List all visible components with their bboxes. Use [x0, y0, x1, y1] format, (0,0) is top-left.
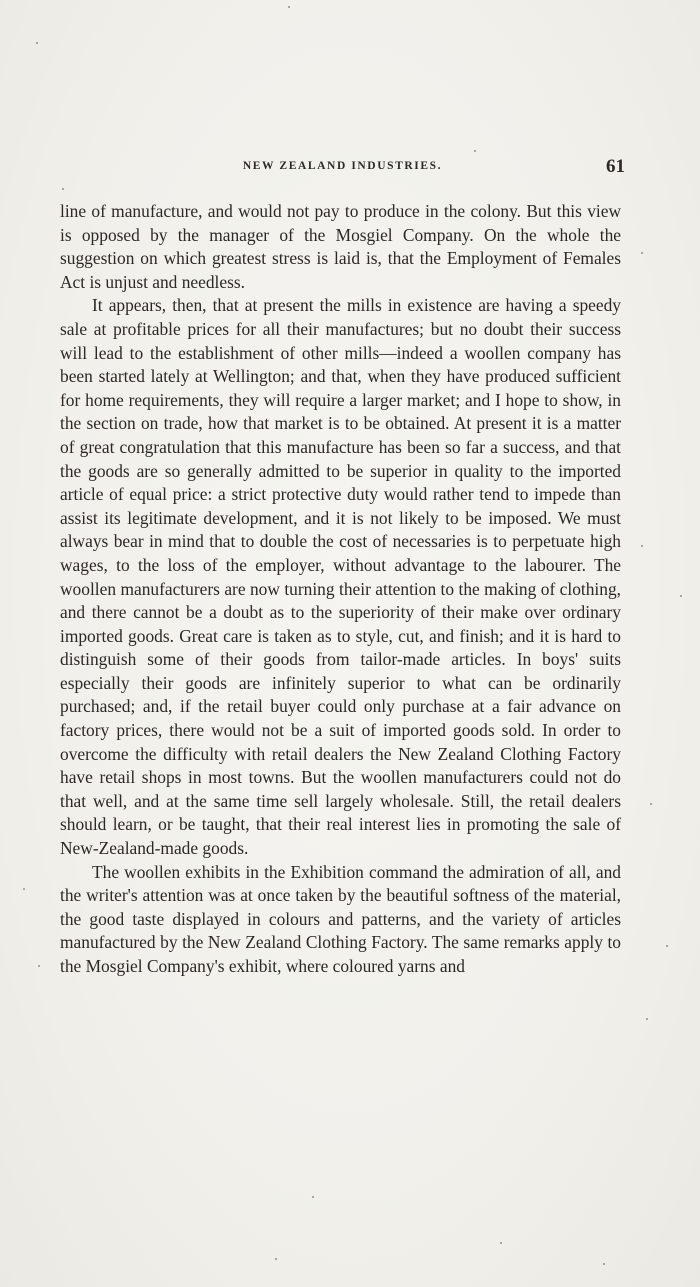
paragraph-exhibition: The woollen exhibits in the Exhibition command the admiration of all, and the writer's attention was at once taken by the beautiful softness of the material, the good taste displayed in colours and patterns, and the variety of articles manufactured by the New Zealand Clothing Factory. The same remarks apply to the Mosgiel Company's exhibit, where coloured yarns and [60, 861, 621, 976]
paper-speck [603, 1263, 605, 1265]
paper-speck [312, 1196, 314, 1198]
paper-speck [275, 1258, 277, 1260]
paper-speck [646, 1018, 648, 1020]
paper-speck [641, 252, 643, 254]
paragraph-continuation: line of manufacture, and would not pay to produce in the colony. But this view is opposed by the manager of the Mosgiel Company. On the whole the suggestion on which greatest stress is laid is, that the Employment of Females Act is unjust and needless. [60, 201, 621, 292]
paper-speck [641, 545, 643, 547]
paper-speck [62, 188, 64, 190]
page-header [60, 156, 625, 182]
paragraph-woollen-mills: It appears, then, that at present the mills in existence are having a speedy sale at profitable prices for all their manufactures; but no doubt their success will lead to the establishment of other mills—indeed a woollen company has been started lately at Wellington; and that, when they have produced sufficient for home requirements, they will require a larger market; and I hope to show, in the section on trade, how that market is to be obtained. At present it is a matter of great congratulation that this manufacture has been so far a success, and that the goods are so generally admitted to be superior in quality to the imported article of equal price: a strict protective duty would rather tend to impede than assist its legitimate development, and it is not likely to be imposed. We must always bear in mind that to double the cost of necessaries is to perpetuate high wages, to the loss of the employer, without advantage to the labourer. The woollen manufacturers are now turning their attention to the making of clothing, and there cannot be a doubt as to the superiority of their make over ordinary imported goods. Great care is taken as to style, cut, and finish; and it is hard to distinguish some of their goods from tailor-made articles. In boys' suits especially their goods are infinitely superior to what can be ordinarily purchased; and, if the retail buyer could only purchase at a fair advance on factory prices, there would not be a suit of imported goods sold. In order to overcome the difficulty with retail dealers the New Zealand Clothing Factory have retail shops in most towns. But the woollen manufacturers could not do that well, and at the same time sell largely wholesale. Still, the retail dealers should learn, or be taught, that their real interest lies in promoting the sale of New-Zealand-made goods. [60, 295, 621, 859]
paper-speck [650, 803, 652, 805]
paper-speck [474, 150, 476, 152]
paper-speck [36, 42, 38, 44]
body-text [60, 200, 621, 979]
paper-speck [288, 6, 290, 8]
running-title: NEW ZEALAND INDUSTRIES. [242, 160, 443, 172]
page-number: 61 [606, 156, 625, 177]
paper-speck [680, 595, 682, 597]
paper-speck [38, 965, 40, 967]
paper-speck [23, 888, 25, 890]
paper-speck [666, 945, 668, 947]
paper-speck [500, 1242, 502, 1244]
